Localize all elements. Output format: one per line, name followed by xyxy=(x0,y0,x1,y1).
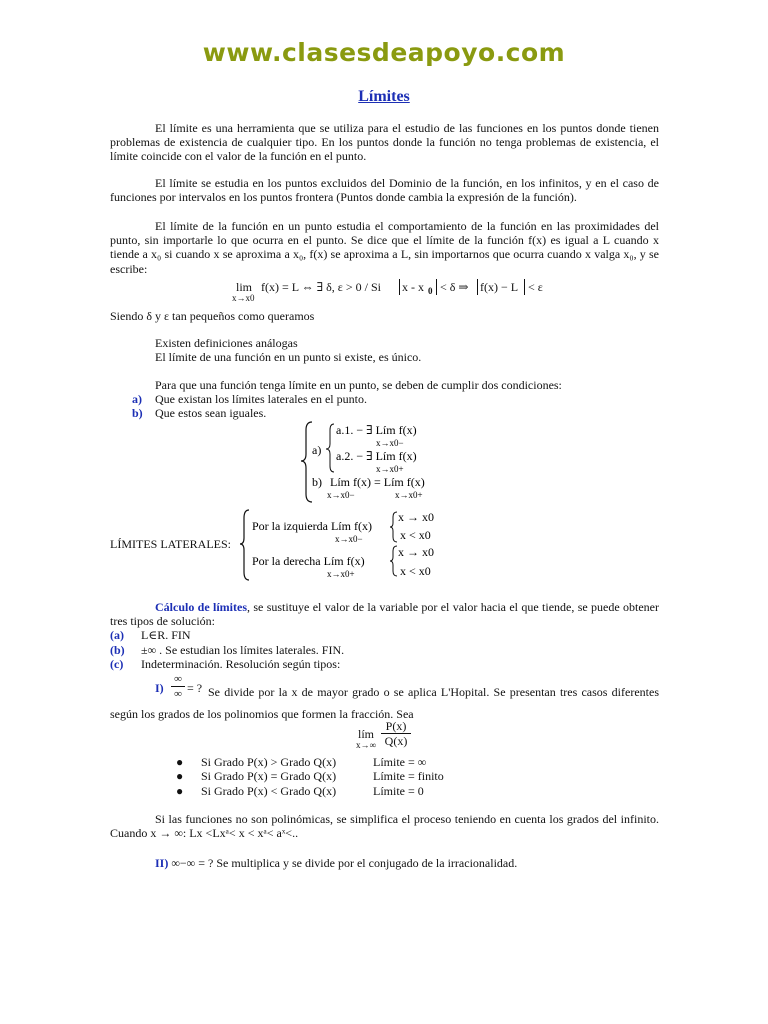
pq-fraction xyxy=(381,719,411,748)
siendo-text: Siendo δ y ε tan pequeños como queramos xyxy=(110,309,315,323)
condition-marker-b: b) xyxy=(132,406,143,420)
cond-izq-1: x → x0 xyxy=(398,510,434,524)
sub-b1: x→x0− xyxy=(327,490,355,500)
brace-main xyxy=(240,510,249,580)
line-b: Lím f(x) = Lím f(x) xyxy=(330,475,425,489)
condition-marker-a: a) xyxy=(132,392,142,406)
sub-a1: x→x0− xyxy=(376,438,404,448)
limit-pq-formula xyxy=(352,719,442,751)
solution-marker-b: (b) xyxy=(110,643,125,657)
solution-text-a: L∈R. FIN xyxy=(141,628,191,642)
definition-end: < ε xyxy=(528,280,543,294)
condition-text-a: Que existan los límites laterales en el punto. xyxy=(155,392,367,406)
case-ii-text: ∞−∞ = ? Se multiplica y se divide por el conjugado de la irracionalidad. xyxy=(171,856,518,870)
cond-der-1: x → x0 xyxy=(398,545,434,559)
definition-formula xyxy=(234,280,554,306)
condition-text-b: Que estos sean iguales. xyxy=(155,406,267,420)
brace-outer xyxy=(301,422,312,502)
calculo-heading: Cálculo de límites xyxy=(155,600,248,614)
case-i-eq: = ? xyxy=(187,681,203,695)
case-ii-label: II) xyxy=(155,856,169,870)
nonpoly-paragraph: Si las funciones no son polinómicas, se simplifica el proceso teniendo en cuenta los grados del infinito. Cuando x → ∞: Lx <Lxᵃ< x < xᵃ< aˣ<.. xyxy=(110,812,659,841)
lim-subscript: x→∞ xyxy=(356,740,376,750)
case-ii-line xyxy=(155,856,517,870)
cond-der-2: x < x0 xyxy=(400,564,431,578)
derecha-line: Por la derecha Lím f(x) xyxy=(252,554,365,568)
sub-b2: x→x0+ xyxy=(395,490,423,500)
paragraph-definition: El límite de la función en un punto estudia el comportamiento de la función en las proximidades del punto, sin importarle lo que ocurra en el punto. Se dice que el límite de la función f(x) es igual a L cuando x tiende a x₀ si cuando x se aproxima a x₀, f(x) se aproxima a L, sin importarnos que ocurra cuando x valga x₀, y se escribe: xyxy=(110,219,659,276)
abs-content-2: f(x) − L xyxy=(480,280,519,294)
lim-subscript: x→x0 xyxy=(232,293,255,303)
solution-marker-a: (a) xyxy=(110,628,124,642)
marker-a: a) xyxy=(312,443,322,457)
line-a2: a.2. − ∃ Lím f(x) xyxy=(336,449,417,463)
case-i-text: Se divide por la x de mayor grado o se aplica L'Hopital. Se presentan tres casos diferentes según los grados de los polinomios que formen la fracción. Sea xyxy=(110,685,659,721)
solution-text-b: ±∞ . Se estudian los límites laterales. FIN. xyxy=(141,643,345,657)
cond-izq-2: x < x0 xyxy=(400,528,431,542)
lim-word: lim xyxy=(236,280,253,294)
paragraph-domain: El límite se estudia en los puntos excluidos del Dominio de la función, en los infinitos, y en el caso de funciones por intervalos en los puntos frontera (Puntos donde cambia la expresión de la función). xyxy=(110,176,659,205)
page-title: Límites xyxy=(358,88,410,105)
abs-bar xyxy=(436,279,437,295)
fraction-denominator: ∞ xyxy=(174,688,182,700)
abs-bar xyxy=(477,279,478,295)
bullet-res-2: Límite = finito xyxy=(373,769,444,783)
bullet-res-1: Límite = ∞ xyxy=(373,755,427,769)
pq-denominator: Q(x) xyxy=(384,734,408,748)
solution-text-c: Indeterminación. Resolución según tipos: xyxy=(141,657,341,671)
bullet-dot: ● xyxy=(176,769,184,783)
lim-word: lím xyxy=(358,727,375,741)
calculo-rest: , se sustituye el valor de la variable por el valor hacia el que tiende, se puede obtener tres tipos de solución: xyxy=(110,600,660,629)
definition-body: f(x) = L ⇔ ∃ δ, ε > 0 / Si xyxy=(261,280,381,294)
case-i-label: I) xyxy=(155,681,164,695)
laterales-label: LÍMITES LATERALES: xyxy=(110,537,231,551)
bullet-cond-3: Si Grado P(x) < Grado Q(x) xyxy=(201,784,337,798)
solution-marker-c: (c) xyxy=(110,657,124,671)
izquierda-line: Por la izquierda Lím f(x) xyxy=(252,519,372,533)
site-header[interactable]: www.clasesdeapoyo.com xyxy=(202,38,566,67)
bullet-cond-2: Si Grado P(x) = Grado Q(x) xyxy=(201,769,337,783)
existen-text: Existen definiciones análogas xyxy=(155,336,298,350)
pq-numerator: P(x) xyxy=(385,719,407,733)
line-a1: a.1. − ∃ Lím f(x) xyxy=(336,423,417,437)
sub-a2: x→x0+ xyxy=(376,464,404,474)
izquierda-sub: x→x0− xyxy=(335,534,363,544)
abs-content-1: x - x xyxy=(402,280,424,294)
bullet-cond-1: Si Grado P(x) > Grado Q(x) xyxy=(201,755,337,769)
fraction-numerator: ∞ xyxy=(174,673,182,685)
brace-inner xyxy=(326,424,334,472)
derecha-sub: x→x0+ xyxy=(327,569,355,579)
conditions-intro: Para que una función tenga límite en un punto, se deben de cumplir dos condiciones: xyxy=(155,378,562,392)
bullet-res-3: Límite = 0 xyxy=(373,784,424,798)
brace-der xyxy=(390,546,397,576)
definition-mid: < δ ⇒ xyxy=(440,280,469,294)
paragraph-intro: El límite es una herramienta que se utiliza para el estudio de las funciones en los puntos donde tienen problemas de existencia de cualquier tipo. En los puntos donde la función no tenga problemas de existencia, el límite coincide con el valor de la función en el punto. xyxy=(110,121,659,164)
conditions-formula xyxy=(300,418,500,504)
abs-bar xyxy=(524,279,525,295)
bullet-dot: ● xyxy=(176,784,184,798)
unico-text: El límite de una función en un punto si existe, es único. xyxy=(155,350,422,364)
abs-bar xyxy=(399,279,400,295)
bullet-dot: ● xyxy=(176,755,184,769)
laterales-formula xyxy=(240,508,500,584)
marker-b: b) xyxy=(312,475,322,489)
brace-izq xyxy=(390,512,397,542)
calculo-paragraph xyxy=(110,600,659,628)
abs-subscript-1: 0 xyxy=(428,286,433,296)
